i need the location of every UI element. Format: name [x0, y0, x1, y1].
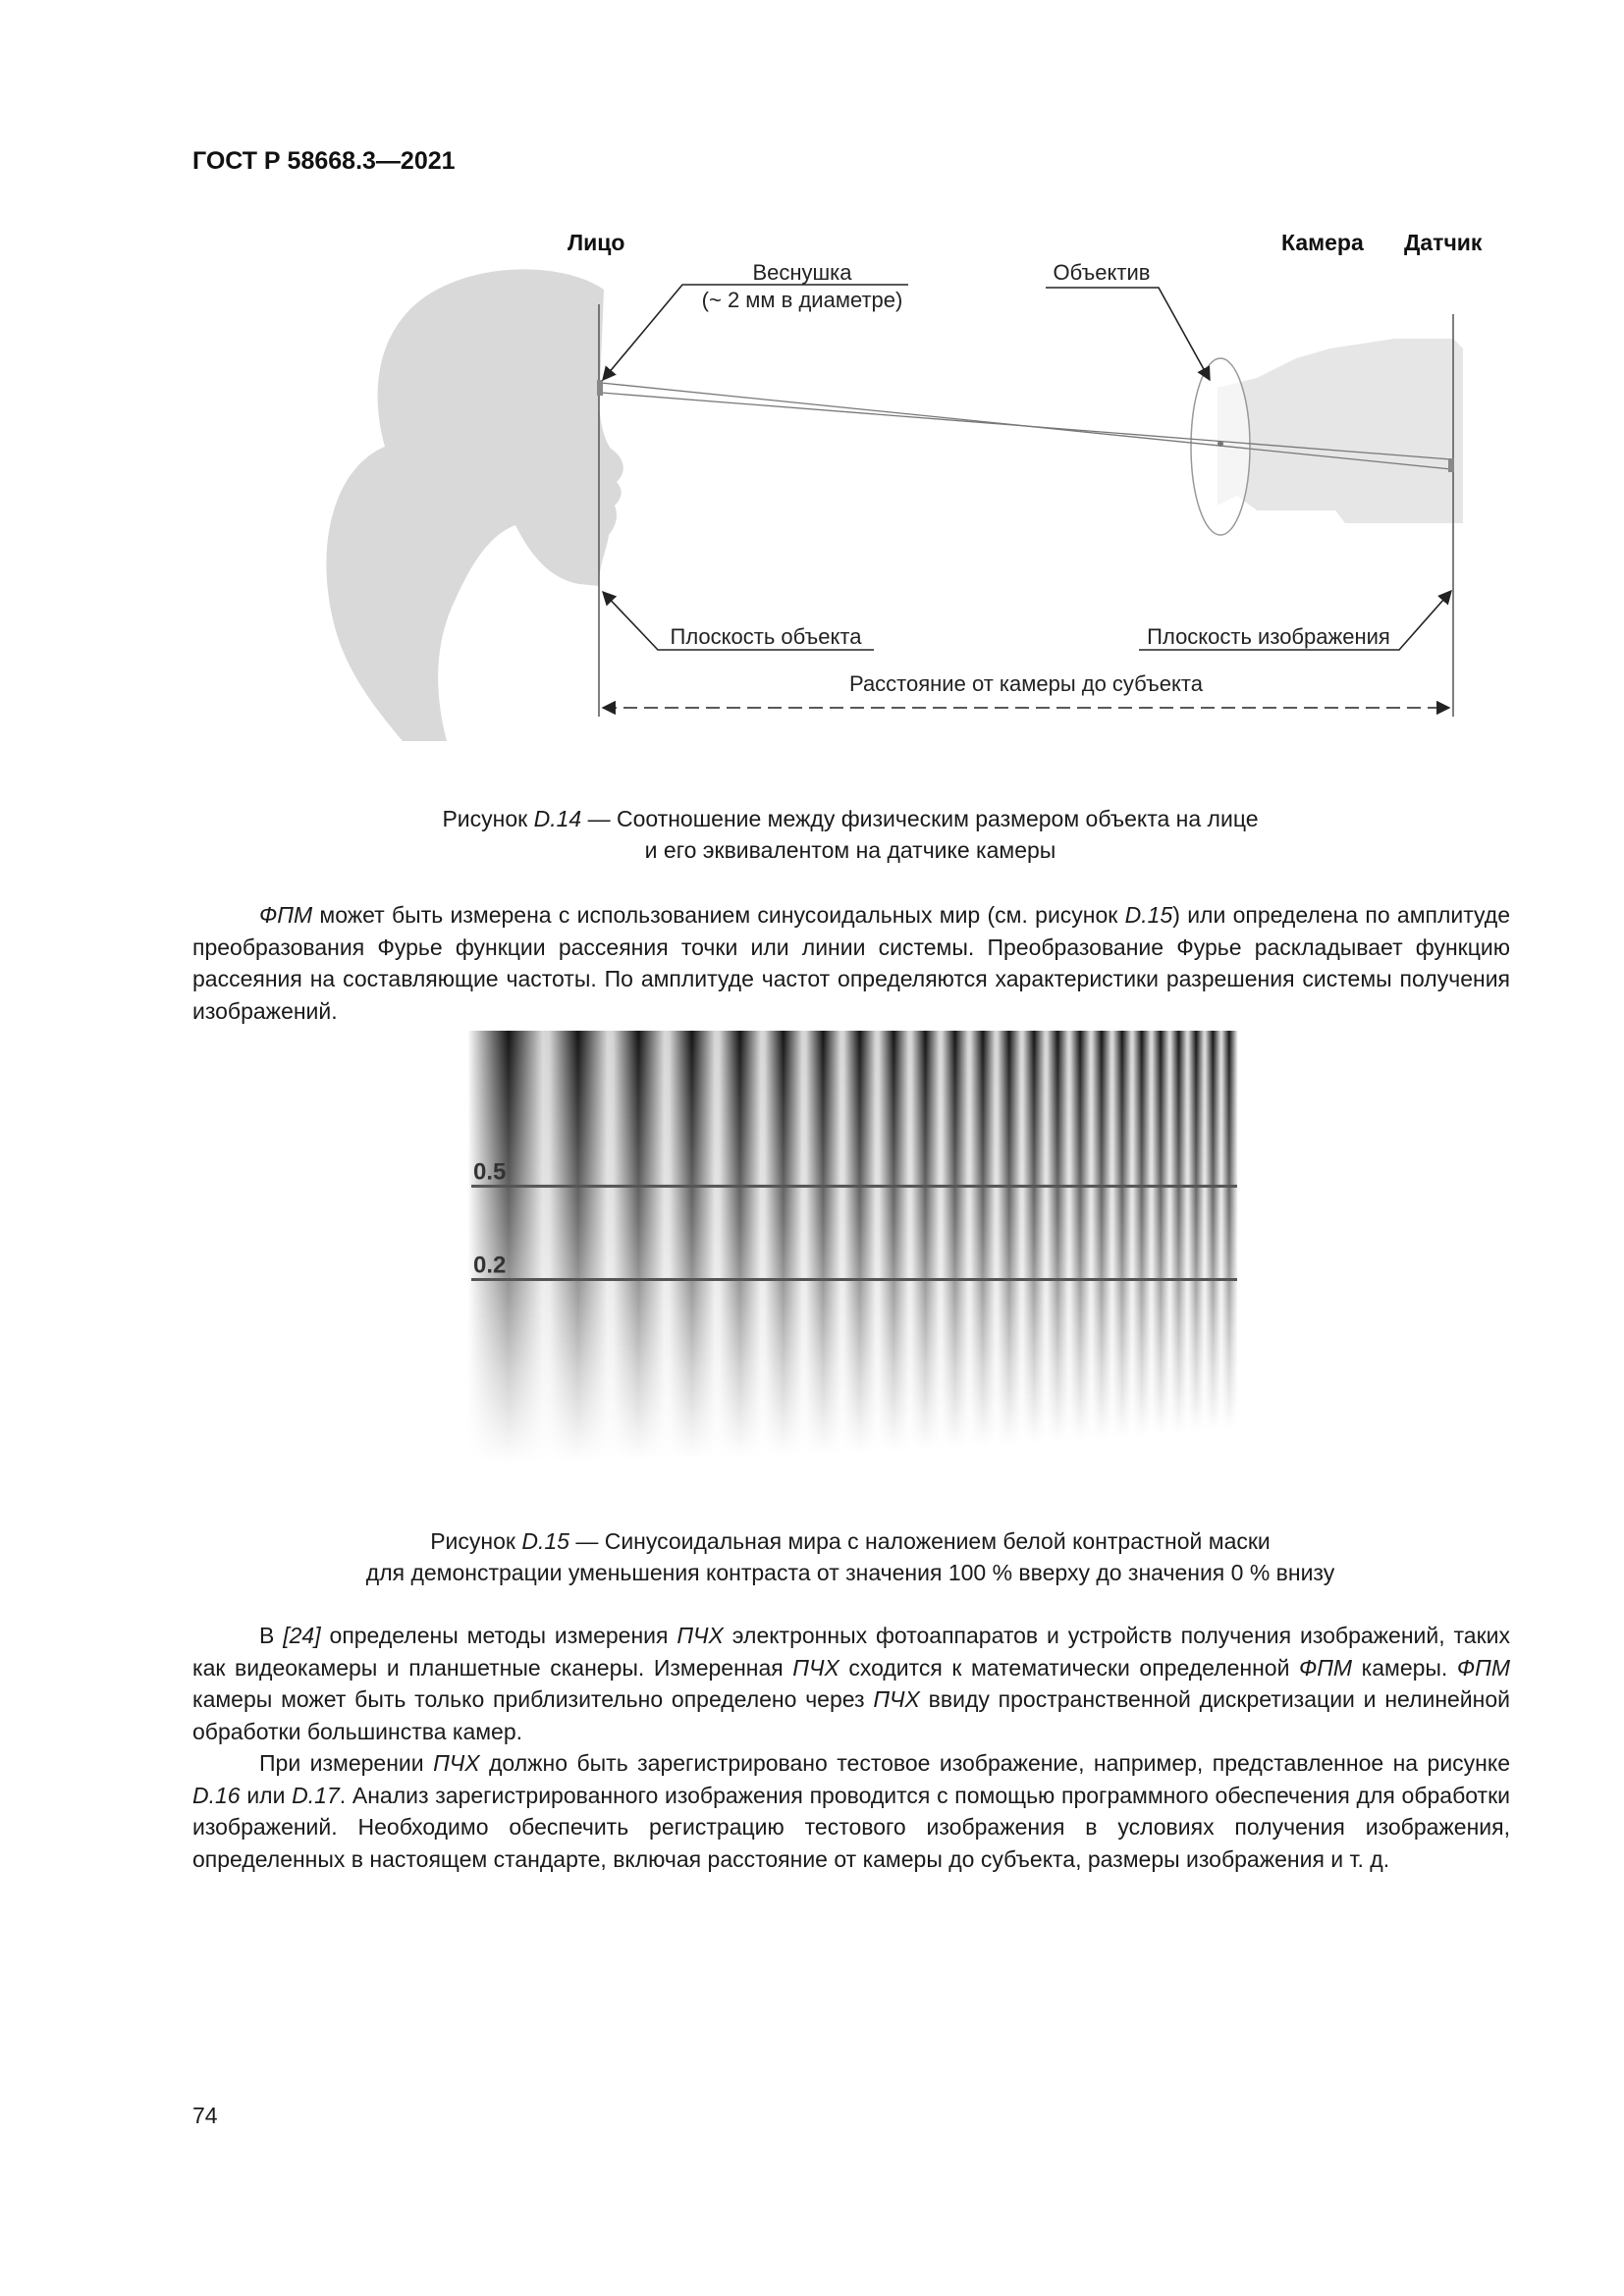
grating-bar	[761, 1031, 806, 1456]
label-face: Лицо	[568, 230, 625, 255]
grating-bar	[1045, 1031, 1070, 1442]
text: При измерении	[259, 1750, 434, 1776]
caption-line2: и его эквивалентом на датчике камеры	[644, 837, 1056, 863]
label-image-plane: Плоскость изображения	[1147, 624, 1390, 649]
label-freckle-size: (~ 2 мм в диаметре)	[701, 288, 903, 312]
caption-ref: D.15	[521, 1528, 569, 1554]
label-sensor: Датчик	[1404, 230, 1483, 255]
grating-bar	[876, 1031, 912, 1451]
grating-bar	[467, 1031, 550, 1463]
grating-bar	[1131, 1031, 1153, 1437]
term-pchh: ПЧХ	[433, 1750, 480, 1776]
text: . Анализ зарегистрированного изображения проводится с помощью программного обеспечения для обработки изображений. Необходимо обеспечить регистрацию тестового изображения в условиях получения изображения, определенных в настоящем стандарте, включая расстояние от камеры до субъекта, размеры изображения и т. д.	[192, 1782, 1510, 1872]
ref-24: [24]	[283, 1623, 321, 1648]
term-pchh: ПЧХ	[792, 1654, 839, 1681]
ref-figure-d17: D.17	[292, 1782, 340, 1808]
figure-d15-sinusoidal-chart	[452, 1031, 1257, 1463]
caption-ref: D.14	[533, 806, 582, 831]
label-freckle: Веснушка	[752, 260, 852, 285]
grating-bar	[1204, 1031, 1221, 1431]
term-pchh: ПЧХ	[677, 1623, 724, 1648]
grating-bar	[1021, 1031, 1048, 1444]
text: ввиду пространственной дискретизации и нелинейной обработки большинства камер.	[192, 1686, 1510, 1744]
ref-figure-d15: D.15	[1124, 902, 1173, 928]
term-fpm: ФПМ	[259, 902, 313, 928]
grating-bar	[664, 1031, 719, 1459]
grating-bar	[840, 1031, 879, 1453]
grating-bar	[968, 1031, 998, 1447]
figure-d14-caption	[192, 803, 1508, 866]
caption-line1: — Синусоидальная мира с наложением белой контрастной маски	[568, 1528, 1271, 1554]
grating-bar	[608, 1031, 670, 1460]
grating-bars	[467, 1031, 1238, 1463]
paragraph-mtf-methods	[192, 1620, 1510, 1875]
text: определены методы измерения	[320, 1623, 677, 1648]
text: В	[259, 1623, 284, 1648]
ref-figure-d16: D.16	[192, 1782, 241, 1808]
page-header-standard-code: ГОСТ Р 58668.3—2021	[192, 147, 456, 175]
caption-prefix: Рисунок	[442, 806, 534, 831]
label-camera: Камера	[1281, 230, 1364, 255]
text: электронных фотоаппаратов и устройств получения изображений, таких как видеокамеры и планшетные сканеры. Измеренная	[192, 1623, 1511, 1681]
camera-silhouette	[1218, 339, 1463, 523]
grating-bar	[908, 1031, 942, 1450]
page-number: 74	[192, 2103, 218, 2128]
term-fpm: ФПМ	[1456, 1654, 1510, 1681]
figure-d14-diagram	[177, 211, 1512, 741]
term-fpm: ФПМ	[1298, 1654, 1353, 1681]
label-distance: Расстояние от камеры до субъекта	[849, 671, 1203, 696]
caption-prefix: Рисунок	[430, 1528, 522, 1554]
text: может быть измерена с использованием синусоидальных мир (см. рисунок	[312, 902, 1125, 928]
grating-bar	[1187, 1031, 1206, 1432]
head-silhouette	[326, 269, 623, 741]
caption-line1: — Соотношение между физическим размером объекта на лице	[581, 806, 1259, 831]
grating-bar	[1068, 1031, 1093, 1441]
grating-bar	[995, 1031, 1023, 1445]
grating-bar	[802, 1031, 844, 1454]
figure-d15-caption	[192, 1525, 1508, 1588]
label-object-plane: Плоскость объекта	[670, 624, 862, 649]
paragraph-mtf-measurement	[192, 899, 1510, 1027]
grating-bar	[1151, 1031, 1171, 1435]
text: камеры.	[1352, 1654, 1457, 1681]
text: или	[240, 1782, 293, 1808]
grating-bar	[1090, 1031, 1112, 1440]
grating-bar	[1111, 1031, 1133, 1438]
grating-bar	[715, 1031, 765, 1457]
grating-bar	[543, 1031, 614, 1462]
text: должно быть зарегистрировано тестовое изображение, например, представленное на рисунке	[479, 1750, 1510, 1776]
grating-bar	[940, 1031, 971, 1448]
contrast-level-label: 0.2	[473, 1252, 507, 1279]
contrast-level-label: 0.5	[473, 1158, 507, 1186]
grating-bar	[1220, 1031, 1238, 1429]
term-pchh: ПЧХ	[873, 1686, 920, 1712]
text: ) или определена по амплитуде преобразования Фурье функции рассеяния точки или линии системы. Преобразование Фурье раскладывает функцию рассеяния на составляющие частоты. По амплитуде частот определяются характеристики разрешения системы получения изображений.	[192, 902, 1510, 1024]
text: камеры может быть только приблизительно определено через	[192, 1686, 874, 1712]
label-lens: Объектив	[1053, 260, 1151, 285]
grating-bar	[1169, 1031, 1189, 1434]
caption-line2: для демонстрации уменьшения контраста от значения 100 % вверху до значения 0 % внизу	[365, 1560, 1335, 1585]
text: сходится к математически определенной	[839, 1654, 1299, 1681]
